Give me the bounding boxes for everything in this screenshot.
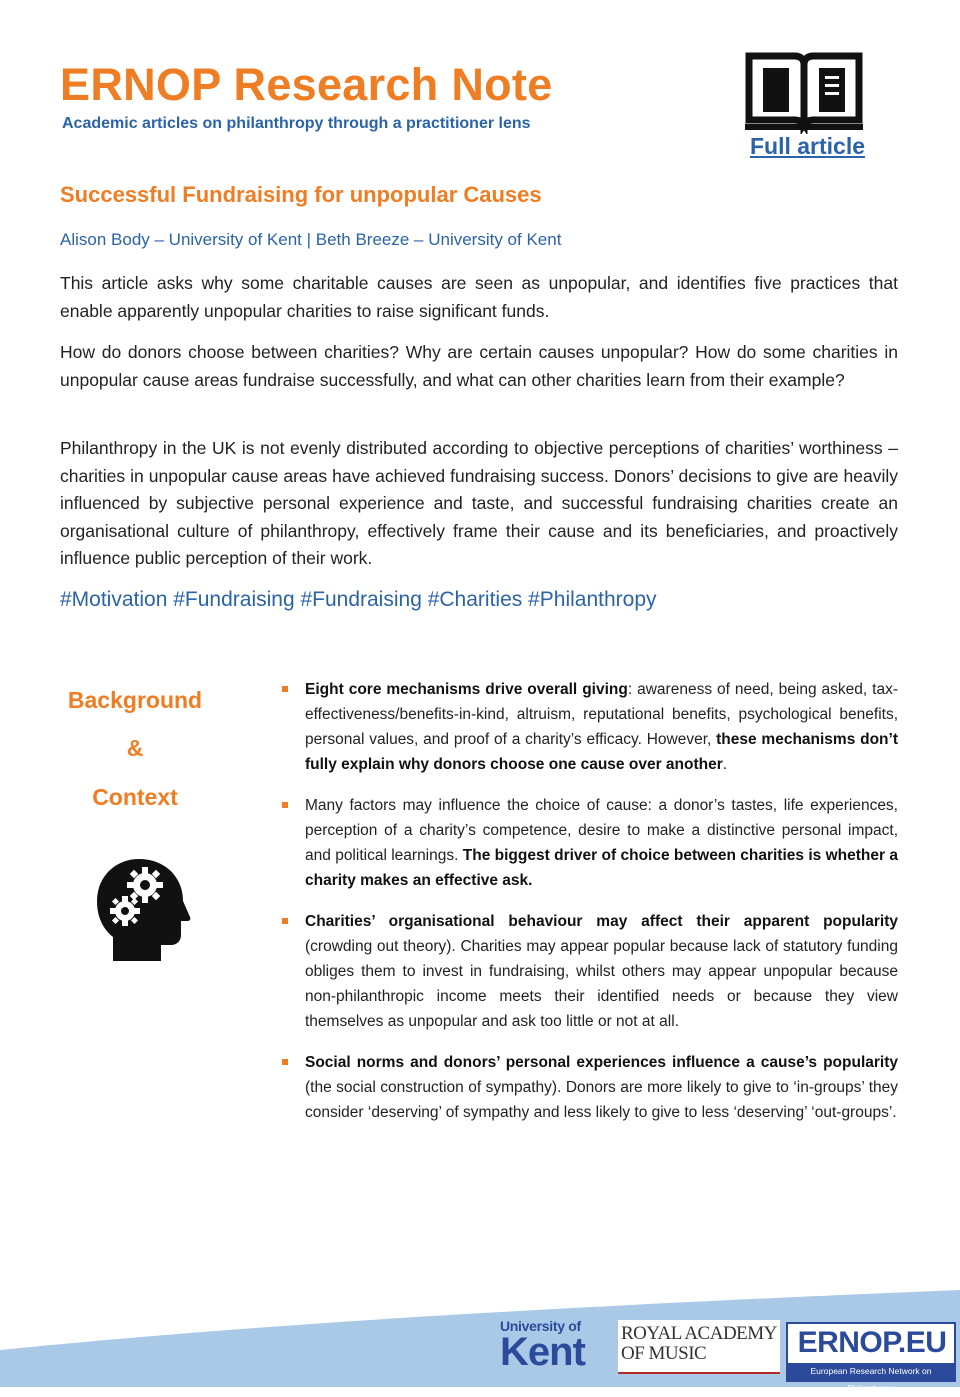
section-heading-ampersand: & [126,735,144,761]
article-authors: Alison Body – University of Kent | Beth Breeze – University of Kent [60,230,562,249]
section-heading-background: Background [67,687,203,713]
list-item: Charities’ organisational behaviour may affect their apparent popularity (crowding out theory). Charities may appear popular because lack of statutory funding obliges them to invest in fundraising, whilst others may appear unpopular because non-philanthropic income meets their identified needs or because they view themselves as unpopular and ask too little or not at all. [282,909,898,1034]
university-of-kent-logo: University of Kent [500,1318,585,1374]
head-gears-icon [95,855,191,963]
list-item: Many factors may influence the choice of cause: a donor’s tastes, life experiences, perception of a charity’s competence, desire to make a distinctive personal impact, and political learnings. The biggest driver of choice between charities is whether a charity makes an effective ask. [282,793,898,893]
full-article-link[interactable]: Full article [749,133,866,159]
ernop-logo: ERNOP.EU European Research Network on Philanthropy [786,1322,956,1382]
article-title: Successful Fundraising for unpopular Causes [60,182,542,207]
page-subtitle: Academic articles on philanthropy through a practitioner lens [62,115,531,132]
page-title: ERNOP Research Note [60,59,553,110]
list-item: Eight core mechanisms drive overall giving: awareness of need, being asked, tax-effectiveness/benefits-in-kind, altruism, reputational benefits, psychological benefits, personal values, and proof of a charity’s efficacy. However, these mechanisms don’t fully explain why donors choose one cause over another. [282,677,898,777]
book-icon[interactable] [745,46,863,134]
intro-paragraph-2: How do donors choose between charities? Why are certain causes unpopular? How do some charities in unpopular cause areas fundraise successfully, and what can other charities learn from their example? [60,342,898,390]
section-heading-context: Context [92,784,178,810]
list-item: Social norms and donors’ personal experiences influence a cause’s popularity (the social construction of sympathy). Donors are more likely to give to ‘in-groups’ they consider ‘deserving’ of sympathy and less likely to give to less ‘deserving’ ‘out-groups’. [282,1050,898,1125]
background-bullet-list [282,677,898,1141]
intro-paragraph-3: Philanthropy in the UK is not evenly distributed according to objective perceptions of charities’ worthiness – charities in unpopular cause areas have achieved fundraising success. Donors’ decisions to give are heavily influenced by subjective personal experience and taste, and successful fundraising charities create an organisational culture of philanthropy, effectively frame their cause and its beneficiaries, and proactively influence public perception of their work. [60,438,898,568]
royal-academy-of-music-logo: ROYAL ACADEMY OF MUSIC [618,1320,780,1374]
hashtags: #Motivation #Fundraising #Fundraising #Charities #Philanthropy [60,588,657,611]
intro-paragraph-1: This article asks why some charitable causes are seen as unpopular, and identifies five practices that enable apparently unpopular charities to raise significant funds. [60,273,898,321]
